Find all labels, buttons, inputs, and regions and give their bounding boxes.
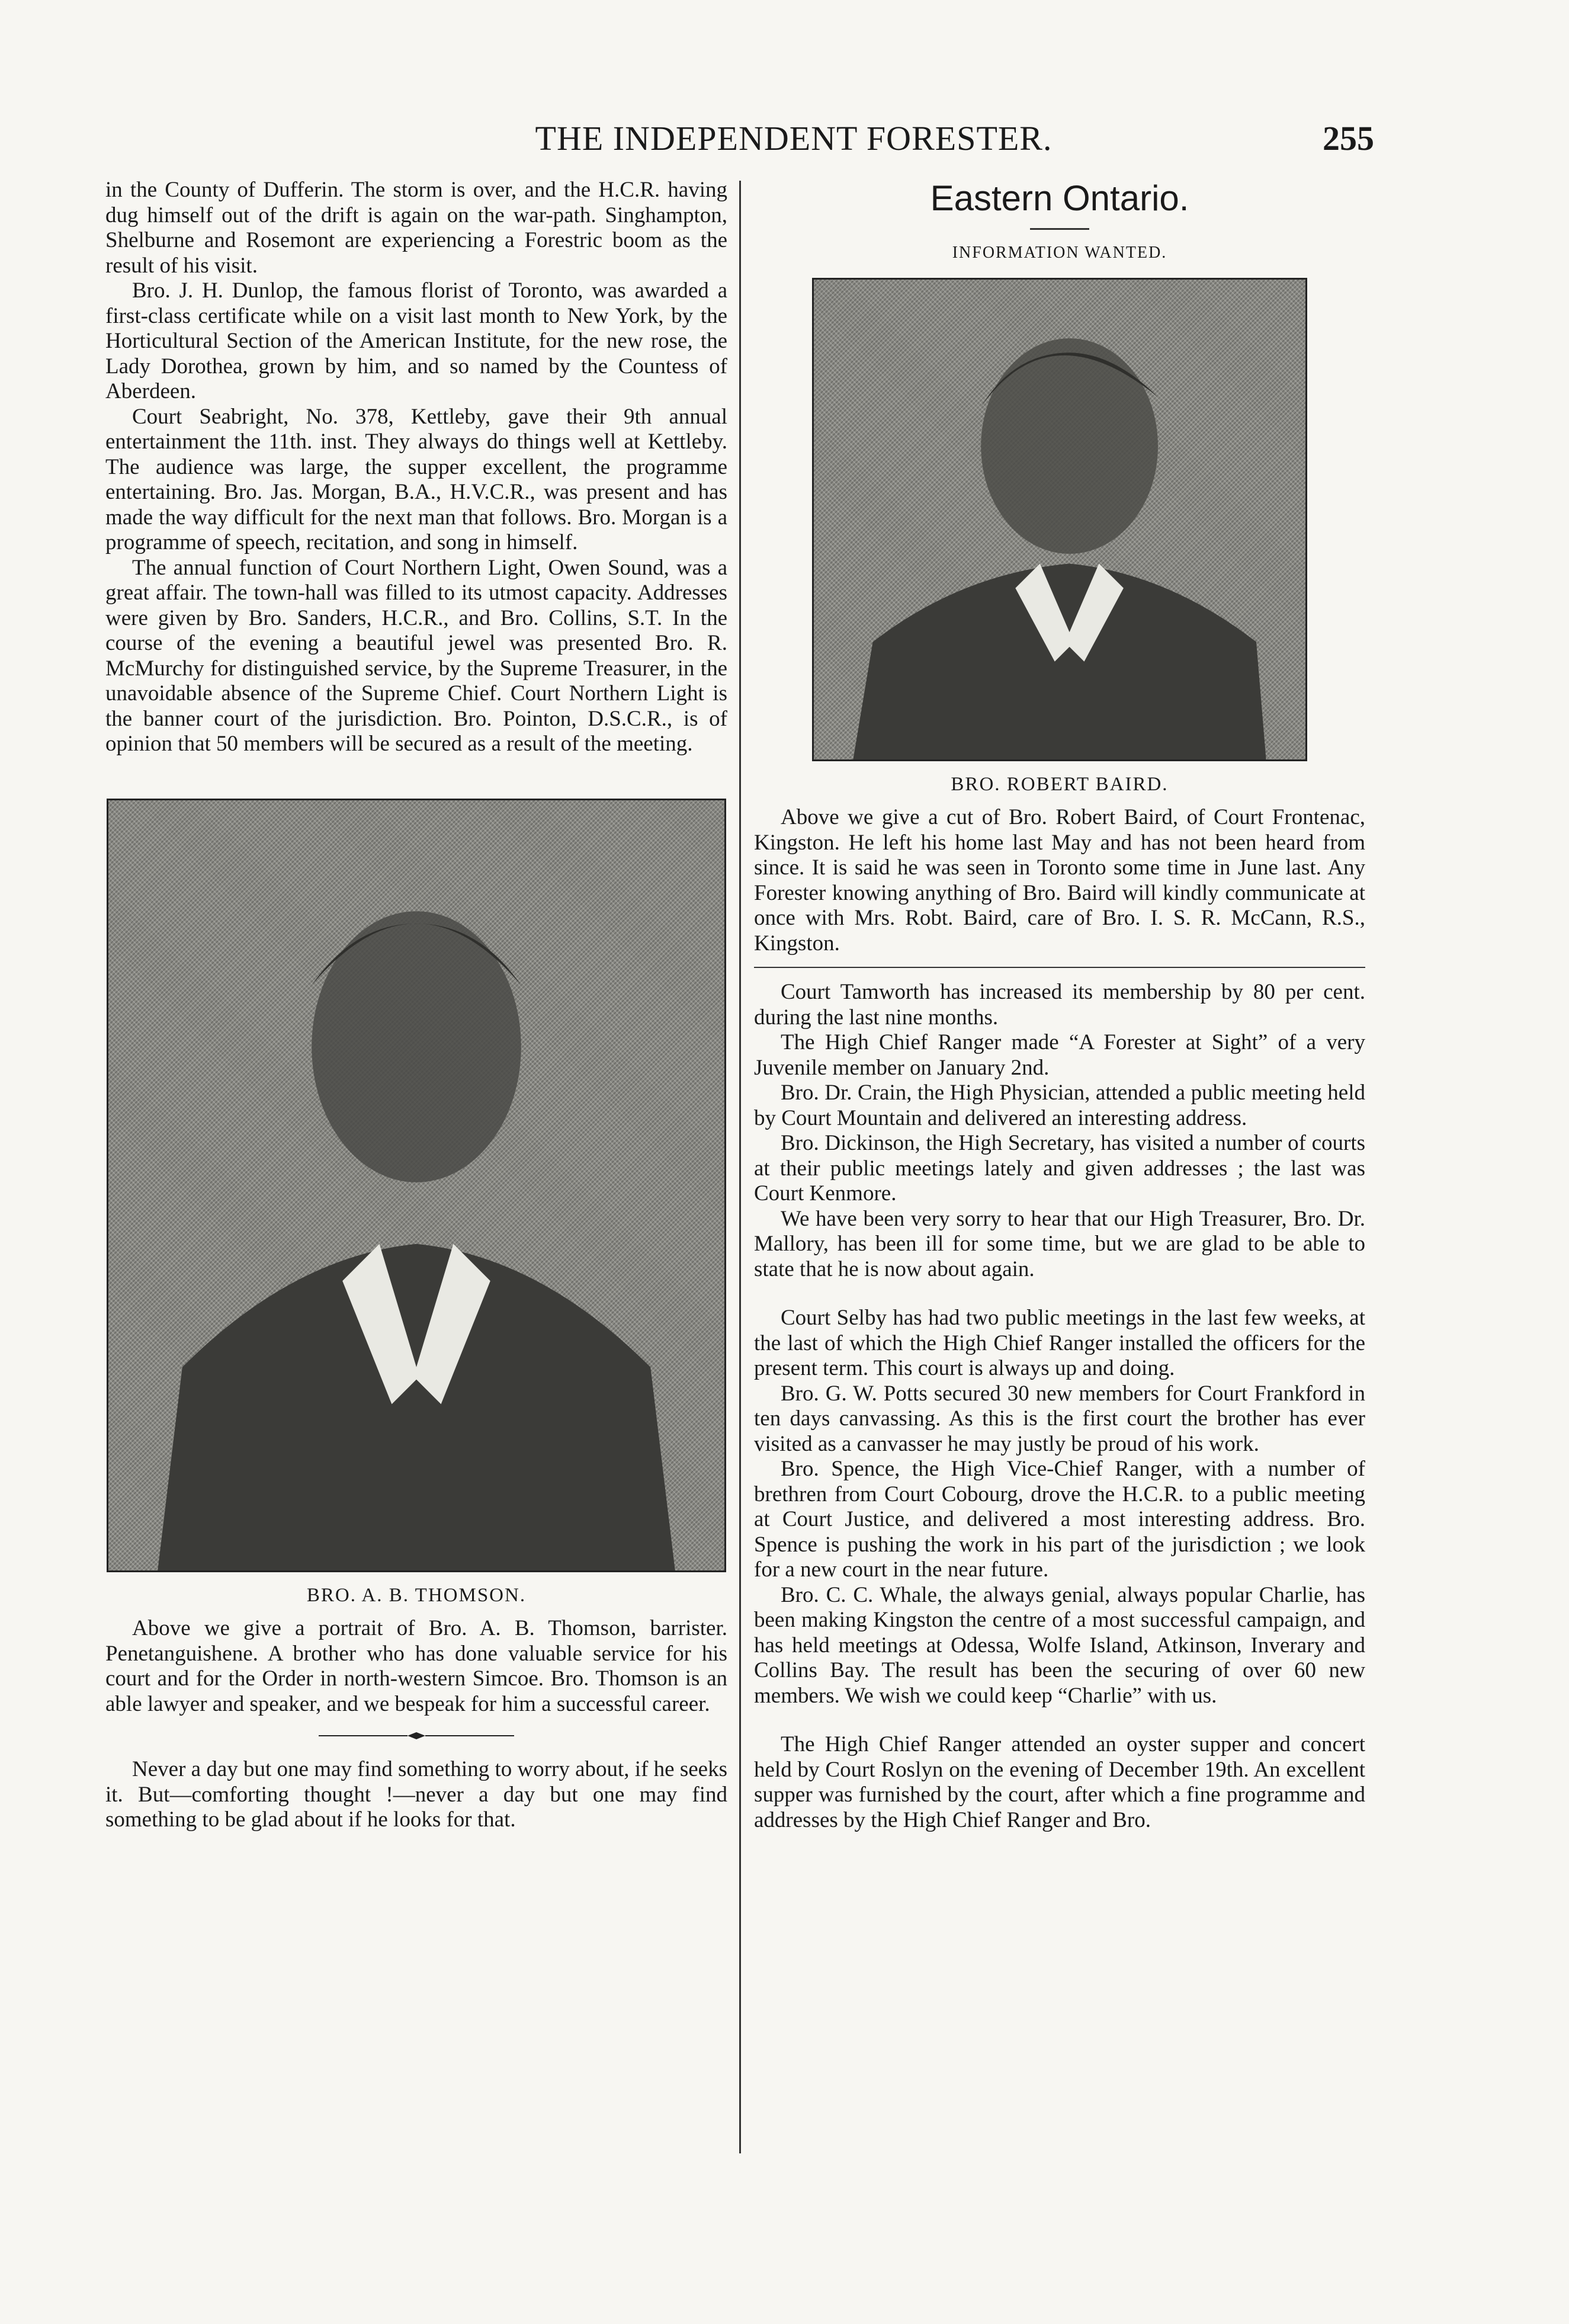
- portrait-baird-image: [812, 278, 1307, 761]
- article-dufferin: in the County of Dufferin. The storm is over, and the H.C.R. having dug himself out of the drift is again on the war-path. Singhampton, Shelburne and Rosemont are experiencing a Forestric boom as the result of his visit.: [105, 178, 727, 278]
- article-court-northern-light: The annual function of Court Northern Light, Owen Sound, was a great affair. The town-hall was filled to its utmost capacity. Addresses were given by Bro. Sanders, H.C.R., and Bro. Collins, S.T. In the course of the evening a beautiful jewel was presented Bro. R. McMurchy for distinguished service, by the Supreme Treasurer, in the unavoidable absence of the Supreme Chief. Court Northern Light is the banner court of the jurisdiction. Bro. Pointon, D.S.C.R., is of opinion that 50 members will be secured as a result of the meeting.: [105, 555, 727, 756]
- section-subheading: INFORMATION WANTED.: [952, 243, 1167, 262]
- article-court-tamworth: Court Tamworth has increased its membership by 80 per cent. during the last nine months.: [754, 980, 1365, 1030]
- column-divider: [739, 181, 741, 2153]
- thomson-portrait-figure: [108, 800, 724, 1570]
- article-closing-maxim: Never a day but one may find something to worry about, if he seeks it. But—comforting thought !—never a day but one may find something to be glad about if he looks for that.: [105, 1757, 727, 1832]
- baird-caption: BRO. ROBERT BAIRD.: [951, 773, 1169, 795]
- article-baird: Above we give a cut of Bro. Robert Baird, of Court Frontenac, Kingston. He left his home last May and has not been heard from since. It is said he was seen in Toronto some time in June last. Any Forester knowing anything of Bro. Baird will kindly communicate at once with Mrs. Robt. Baird, care of Bro. I. S. R. McCann, R.S., Kingston.: [754, 805, 1365, 956]
- article-dr-mallory: We have been very sorry to hear that our High Treasurer, Bro. Dr. Mallory, has been ill for some time, but we are glad to be able to state that he is now about again.: [754, 1206, 1365, 1281]
- right-column: [754, 175, 1365, 1833]
- article-dickinson: Bro. Dickinson, the High Secretary, has visited a number of courts at their public meetings lately and given addresses ; the last was Court Kenmore.: [754, 1131, 1365, 1206]
- portrait-thomson-image: [107, 799, 726, 1572]
- page-number: 255: [1323, 119, 1374, 158]
- article-whale: Bro. C. C. Whale, the always genial, always popular Charlie, has been making Kingston the centre of a most successful campaign, and has held meetings at Odessa, Wolfe Island, Atkinson, Inverary and Collins Bay. The result has been the securing of over 60 new members. We wish we could keep “Charlie” with us.: [754, 1582, 1365, 1708]
- ornament-divider: [319, 1730, 514, 1742]
- thomson-caption: BRO. A. B. THOMSON.: [306, 1584, 527, 1606]
- article-dunlop: Bro. J. H. Dunlop, the famous florist of Toronto, was awarded a first-class certificate while on a visit last month to New York, by the Horticultural Section of the American Institute, for the new rose, the Lady Dorothea, grown by him, and so named by the Countess of Aberdeen.: [105, 278, 727, 403]
- baird-portrait-figure: [814, 280, 1305, 759]
- article-thomson: Above we give a portrait of Bro. A. B. Thomson, barrister. Penetanguishene. A brother who has done valuable service for his court and for the Order in north-western Simcoe. Bro. Thomson is an able lawyer and speaker, and we bespeak for him a successful career.: [105, 1616, 727, 1716]
- article-court-roslyn: The High Chief Ranger attended an oyster supper and concert held by Court Roslyn on the evening of December 19th. An excellent supper was furnished by the court, after which a fine programme and addresses by the High Chief Ranger and Bro.: [754, 1732, 1365, 1832]
- left-column: [105, 178, 727, 1833]
- article-end-rule: [754, 967, 1365, 968]
- section-title-rule: [1030, 228, 1089, 230]
- article-court-selby: Court Selby has had two public meetings in the last few weeks, at the last of which the High Chief Ranger installed the officers for the present term. This court is always up and doing.: [754, 1306, 1365, 1380]
- article-spence: Bro. Spence, the High Vice-Chief Ranger, with a number of brethren from Court Cobourg, drove the H.C.R. to a public meeting at Court Justice, and delivered a most interesting address. Bro. Spence is pushing the work in his part of the jurisdiction ; we look for a new court in the near future.: [754, 1457, 1365, 1582]
- article-potts: Bro. G. W. Potts secured 30 new members for Court Frankford in ten days canvassing. As this is the first court the brother has ever visited as a canvasser he may justly be proud of his work.: [754, 1381, 1365, 1456]
- article-dr-crain: Bro. Dr. Crain, the High Physician, attended a public meeting held by Court Mountain and delivered an interesting address.: [754, 1081, 1365, 1130]
- article-forester-at-sight: The High Chief Ranger made “A Forester at Sight” of a very Juvenile member on January 2nd.: [754, 1030, 1365, 1080]
- article-court-seabright: Court Seabright, No. 378, Kettleby, gave their 9th annual entertainment the 11th. inst. They always do things well at Kettleby. The audience was large, the supper excellent, the programme entertaining. Bro. Jas. Morgan, B.A., H.V.C.R., was present and has made the way difficult for the next man that follows. Bro. Morgan is a programme of speech, recitation, and song in himself.: [105, 404, 727, 554]
- section-title: Eastern Ontario.: [930, 178, 1189, 218]
- running-title: THE INDEPENDENT FORESTER.: [535, 119, 1053, 158]
